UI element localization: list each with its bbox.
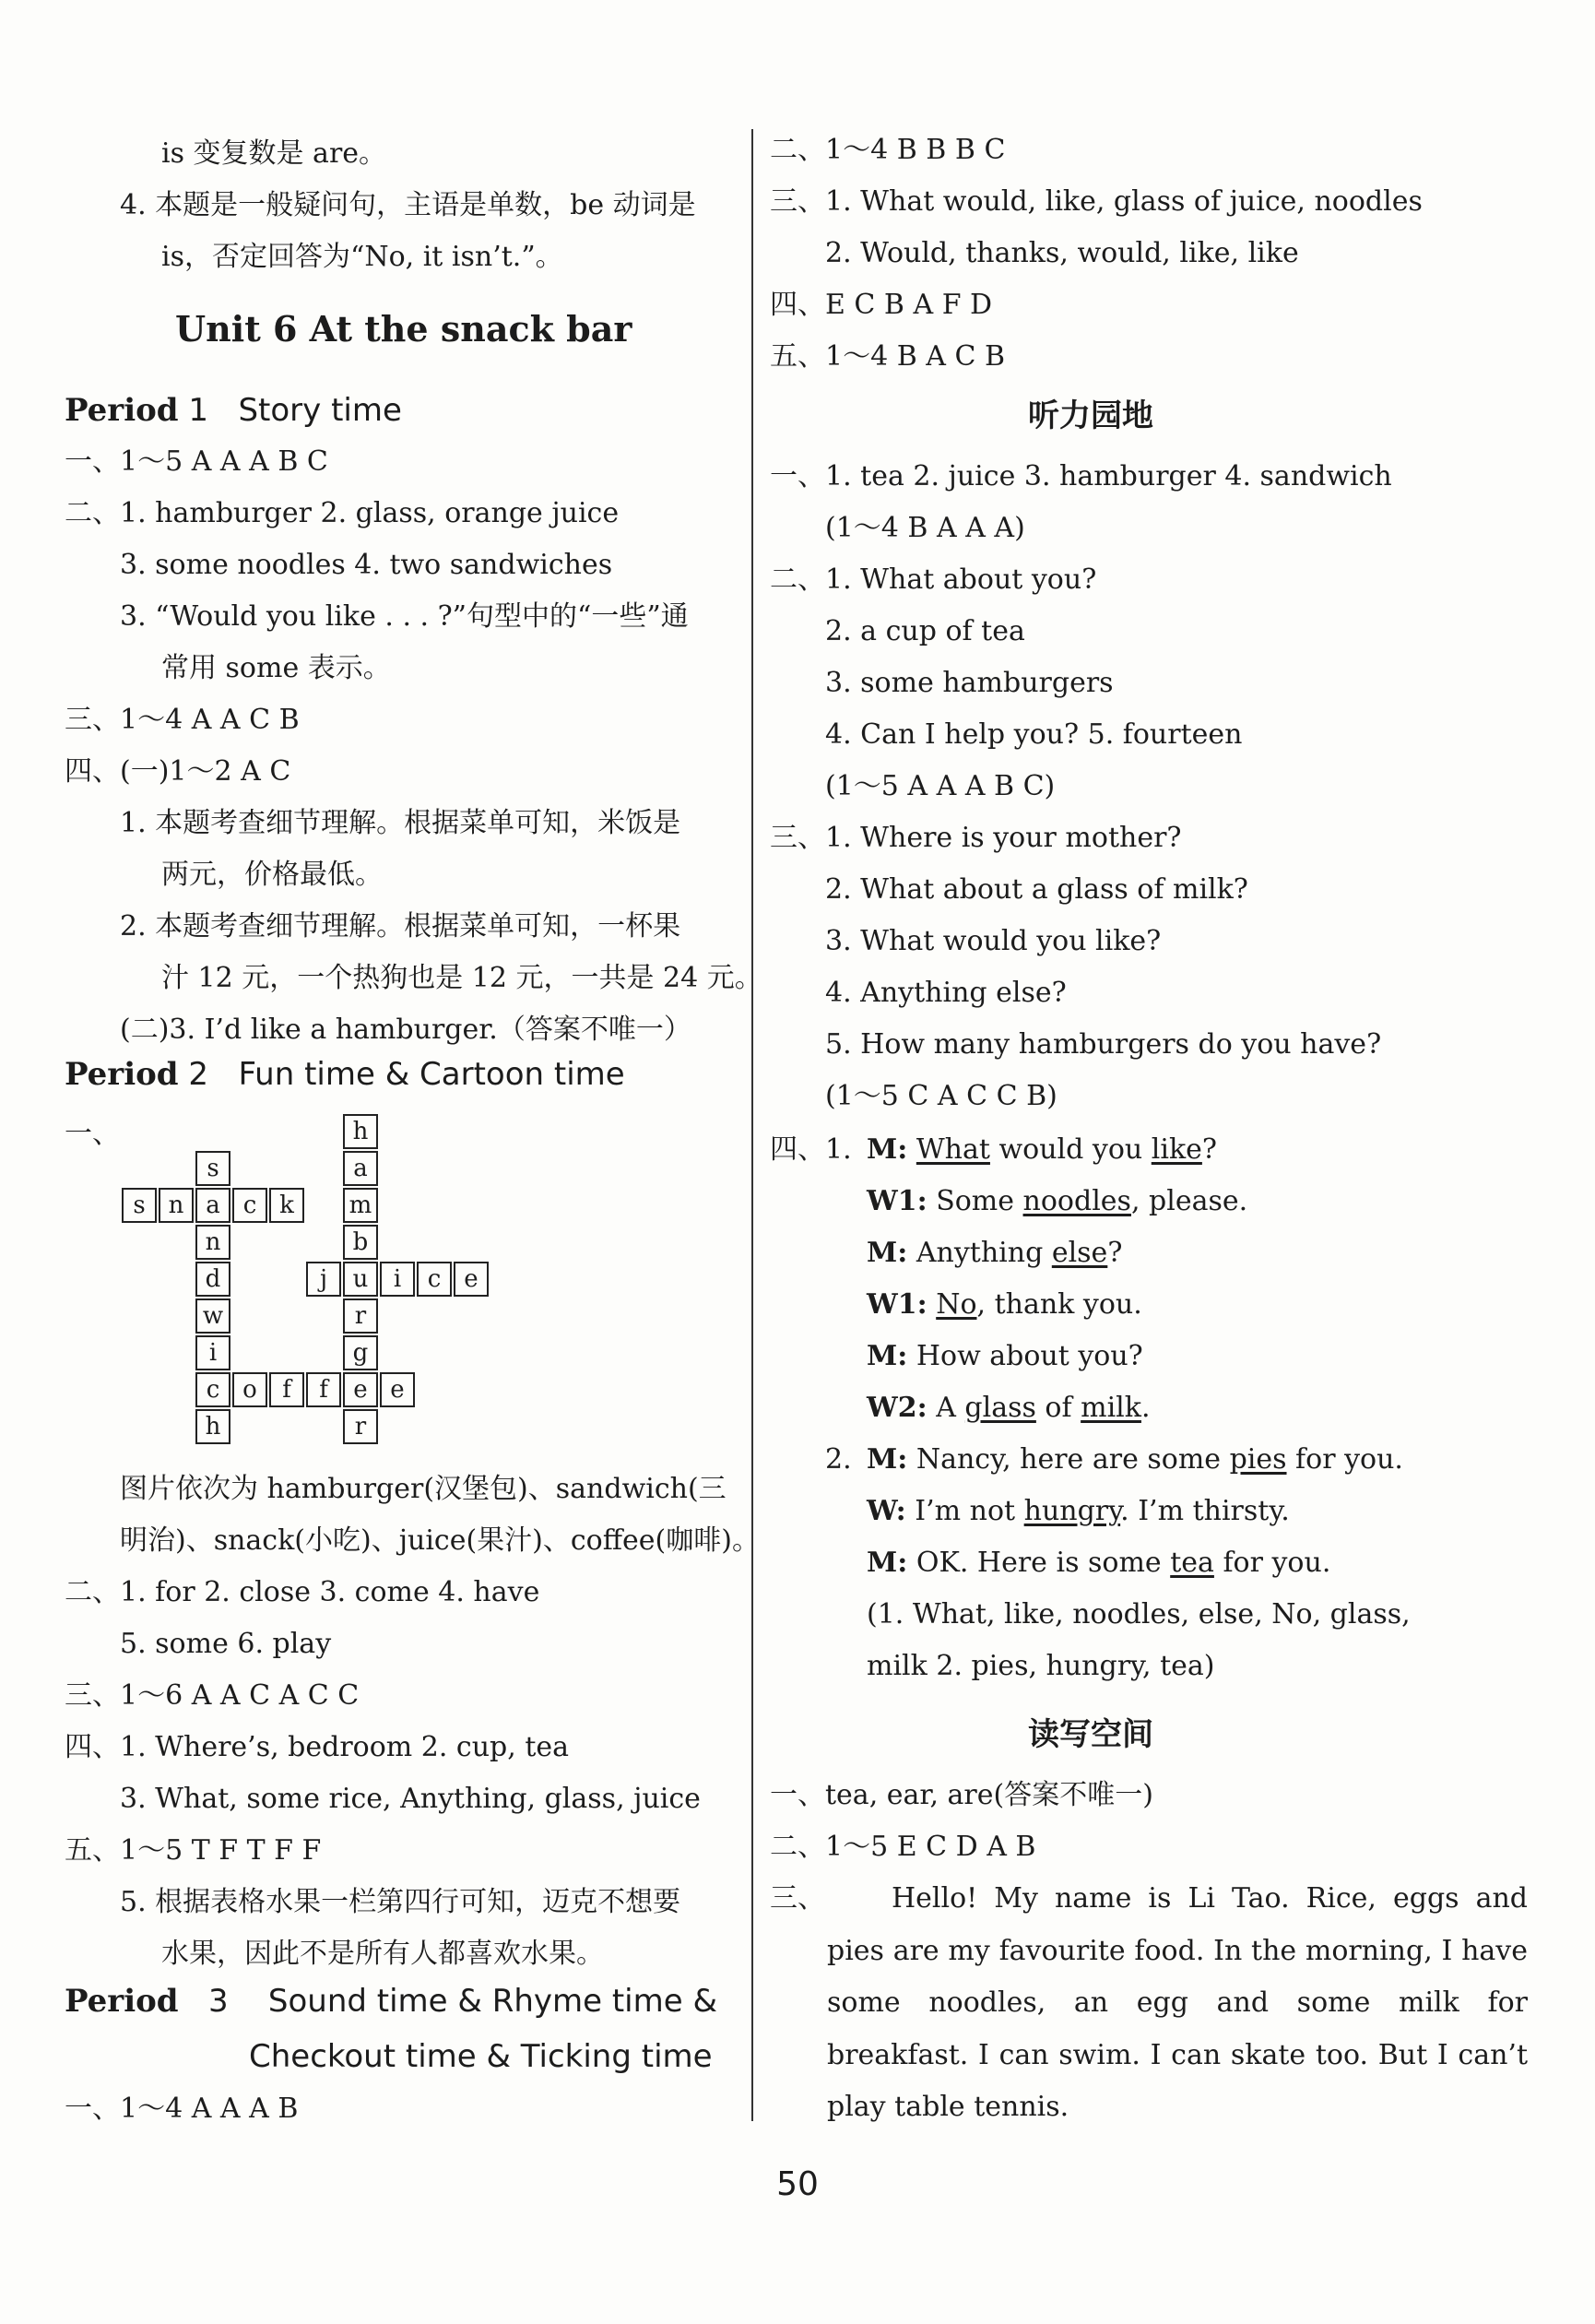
section-title-reading-writing: 读写空间 xyxy=(1028,1716,1153,1753)
crossword-cell-hamburger: e xyxy=(343,1372,378,1407)
answer-line: milk 2. pies, hungry, tea) xyxy=(867,1650,1215,1682)
answer-line: (二)3. I’d like a hamburger.（答案不唯一） xyxy=(120,1014,691,1046)
dialogue-line: M: Anything else? xyxy=(867,1237,1123,1269)
answer-line: 三、1～6 A A C A C C xyxy=(65,1679,360,1712)
crossword-cell-hamburger: r xyxy=(343,1298,378,1334)
answer-line: 二、1～4 B B B C xyxy=(770,134,1006,166)
answer-line: 三、1. Where is your mother? xyxy=(770,822,1182,854)
crossword-cell-sandwich: c xyxy=(195,1372,230,1407)
answer-line: 3. some hamburgers xyxy=(825,667,1114,699)
dialogue-prefix: 四、1. xyxy=(770,1133,852,1166)
answer-line: 二、1. for 2. close 3. come 4. have xyxy=(65,1576,540,1608)
period-heading xyxy=(65,387,402,433)
column-divider xyxy=(751,129,753,2121)
period-label: Period xyxy=(65,392,179,429)
answer-line: 三、1～4 A A C B xyxy=(65,704,300,736)
answer-line: 二、1. hamburger 2. glass, orange juice xyxy=(65,497,620,529)
dialogue-line: M: How about you? xyxy=(867,1340,1143,1372)
answer-line: 一、1～4 A A A B xyxy=(65,2093,299,2125)
answer-line: 3. “Would you like . . . ?”句型中的“一些”通 xyxy=(120,600,689,633)
dialogue-line: M: Nancy, here are some pies for you. xyxy=(867,1443,1403,1476)
text-line: is 变复数是 are。 xyxy=(161,137,387,170)
right-column xyxy=(770,0,1535,2149)
crossword-cell-sandwich: w xyxy=(195,1298,230,1334)
answer-line: 3. some noodles 4. two sandwiches xyxy=(120,549,613,581)
answer-line: 汁 12 元，一个热狗也是 12 元，一共是 24 元。 xyxy=(161,962,762,994)
text-line: 4. 本题是一般疑问句，主语是单数，be 动词是 xyxy=(120,189,696,221)
period-title: Story time xyxy=(238,392,402,429)
crossword-cell-snack: k xyxy=(269,1188,304,1223)
crossword-cell-sandwich: i xyxy=(195,1335,230,1370)
crossword-cell-hamburger: b xyxy=(343,1225,378,1260)
crossword-cell-juice: e xyxy=(454,1262,489,1297)
left-column xyxy=(65,0,762,2149)
dialogue-line: W1: Some noodles, please. xyxy=(867,1185,1248,1217)
answer-line: (1～4 B A A A) xyxy=(825,512,1025,544)
unit-title: Unit 6 At the snack bar xyxy=(175,308,632,350)
section-title-listening: 听力园地 xyxy=(1028,397,1153,434)
text-line: is，否定回答为“No, it isn’t.”。 xyxy=(161,241,563,273)
answer-line: 3. What would you like? xyxy=(825,925,1162,957)
answer-line: 3. What, some rice, Anything, glass, juice xyxy=(120,1783,701,1815)
answer-line: 五、1～4 B A C B xyxy=(770,340,1006,373)
period-heading xyxy=(65,1978,717,2024)
answer-line: 2. What about a glass of milk? xyxy=(825,873,1248,906)
crossword-cell-hamburger: a xyxy=(343,1151,378,1186)
dialogue-line: W: I’m not hungry. I’m thirsty. xyxy=(867,1495,1290,1527)
crossword-cell-sandwich: h xyxy=(195,1409,230,1444)
answer-line: 1. 本题考查细节理解。根据菜单可知，米饭是 xyxy=(120,807,681,839)
answer-line: 两元，价格最低。 xyxy=(161,859,383,891)
crossword-cell-juice: c xyxy=(417,1262,452,1297)
dialogue-line: W1: No, thank you. xyxy=(867,1288,1142,1321)
answer-line: 四、(一)1～2 A C xyxy=(65,755,291,788)
answer-line: 图片依次为 hamburger(汉堡包)、sandwich(三 xyxy=(120,1473,727,1505)
crossword-cell-coffee: f xyxy=(269,1372,304,1407)
crossword-cell-snack: c xyxy=(232,1188,267,1223)
crossword-cell-coffee: e xyxy=(380,1372,415,1407)
answer-line: 一、1. tea 2. juice 3. hamburger 4. sandwich xyxy=(770,460,1392,492)
crossword-cell-sandwich: d xyxy=(195,1262,230,1297)
answer-line: 二、1～5 E C D A B xyxy=(770,1831,1036,1863)
crossword-cell-sandwich: n xyxy=(195,1225,230,1260)
answer-line: 明治)、snack(小吃)、juice(果汁)、coffee(咖啡)。 xyxy=(120,1524,760,1557)
crossword-cell-hamburger: g xyxy=(343,1335,378,1370)
crossword-cell-hamburger: u xyxy=(343,1262,378,1297)
period-title: Checkout time & Ticking time xyxy=(249,2038,713,2075)
period-number: 2 xyxy=(188,1056,209,1093)
answer-line: 2. 本题考查细节理解。根据菜单可知，一杯果 xyxy=(120,910,681,943)
period-number: 1 xyxy=(188,392,209,429)
answer-line: (1～5 A A A B C) xyxy=(825,770,1056,802)
crossword-cell-hamburger: h xyxy=(343,1114,378,1149)
answer-line: 四、E C B A F D xyxy=(770,289,993,321)
dialogue-line: M: What would you like? xyxy=(867,1133,1217,1166)
dialogue-prefix: 2. xyxy=(825,1443,852,1476)
answer-line: 4. Anything else? xyxy=(825,977,1067,1009)
crossword-cell-coffee: o xyxy=(232,1372,267,1407)
answer-line: (1～5 C A C C B) xyxy=(825,1080,1057,1112)
crossword-cell-juice: j xyxy=(306,1262,341,1297)
answer-line: 5. How many hamburgers do you have? xyxy=(825,1028,1382,1061)
answer-line: 一、1～5 A A A B C xyxy=(65,445,328,478)
crossword-cell-snack: s xyxy=(122,1188,157,1223)
crossword-cell-hamburger: r xyxy=(343,1409,378,1444)
period-title: Sound time & Rhyme time & xyxy=(267,1983,717,2020)
answer-line: 2. Would, thanks, would, like, like xyxy=(825,237,1299,269)
crossword-cell-hamburger: m xyxy=(343,1188,378,1223)
crossword-cell-snack: n xyxy=(159,1188,194,1223)
period-label: Period xyxy=(65,1056,179,1093)
answer-line: 5. 根据表格水果一栏第四行可知，迈克不想要 xyxy=(120,1886,681,1918)
answer-line: 一、 xyxy=(65,1118,120,1150)
answer-paragraph: Hello! My name is Li Tao. Rice, eggs and pies are my favourite food. In the morning, I have some noodles, an egg and some milk for breakfast. I can swim. I can skate too. But I can’t play table tennis. xyxy=(827,1882,1528,2123)
answer-line: (1. What, like, noodles, else, No, glass, xyxy=(867,1598,1411,1630)
answer-line: 二、1. What about you? xyxy=(770,563,1097,596)
answer-line: 五、1～5 T F T F F xyxy=(65,1834,322,1867)
period-title-cont xyxy=(249,2034,713,2080)
period-number: 3 xyxy=(208,1983,229,2020)
dialogue-line: W2: A glass of milk. xyxy=(867,1392,1151,1424)
crossword-cell-sandwich: s xyxy=(195,1151,230,1186)
answer-line: 一、tea, ear, are(答案不唯一) xyxy=(770,1779,1153,1811)
period-label: Period xyxy=(65,1983,179,2020)
answer-line: 5. some 6. play xyxy=(120,1628,332,1660)
period-heading xyxy=(65,1051,625,1097)
answer-line: 水果，因此不是所有人都喜欢水果。 xyxy=(161,1938,604,1970)
answer-label: 三、 xyxy=(770,1882,825,1915)
page-number: 50 xyxy=(776,2165,819,2203)
crossword-cell-sandwich: a xyxy=(195,1188,230,1223)
period-title: Fun time & Cartoon time xyxy=(238,1056,625,1093)
dialogue-line: M: OK. Here is some tea for you. xyxy=(867,1547,1331,1579)
answer-line: 4. Can I help you? 5. fourteen xyxy=(825,718,1243,751)
answer-line: 四、1. Where’s, bedroom 2. cup, tea xyxy=(65,1731,570,1763)
answer-line: 2. a cup of tea xyxy=(825,615,1025,647)
answer-line: 常用 some 表示。 xyxy=(161,652,391,684)
crossword-cell-juice: i xyxy=(380,1262,415,1297)
crossword-cell-coffee: f xyxy=(306,1372,341,1407)
answer-line: 三、1. What would, like, glass of juice, noodles xyxy=(770,185,1423,218)
